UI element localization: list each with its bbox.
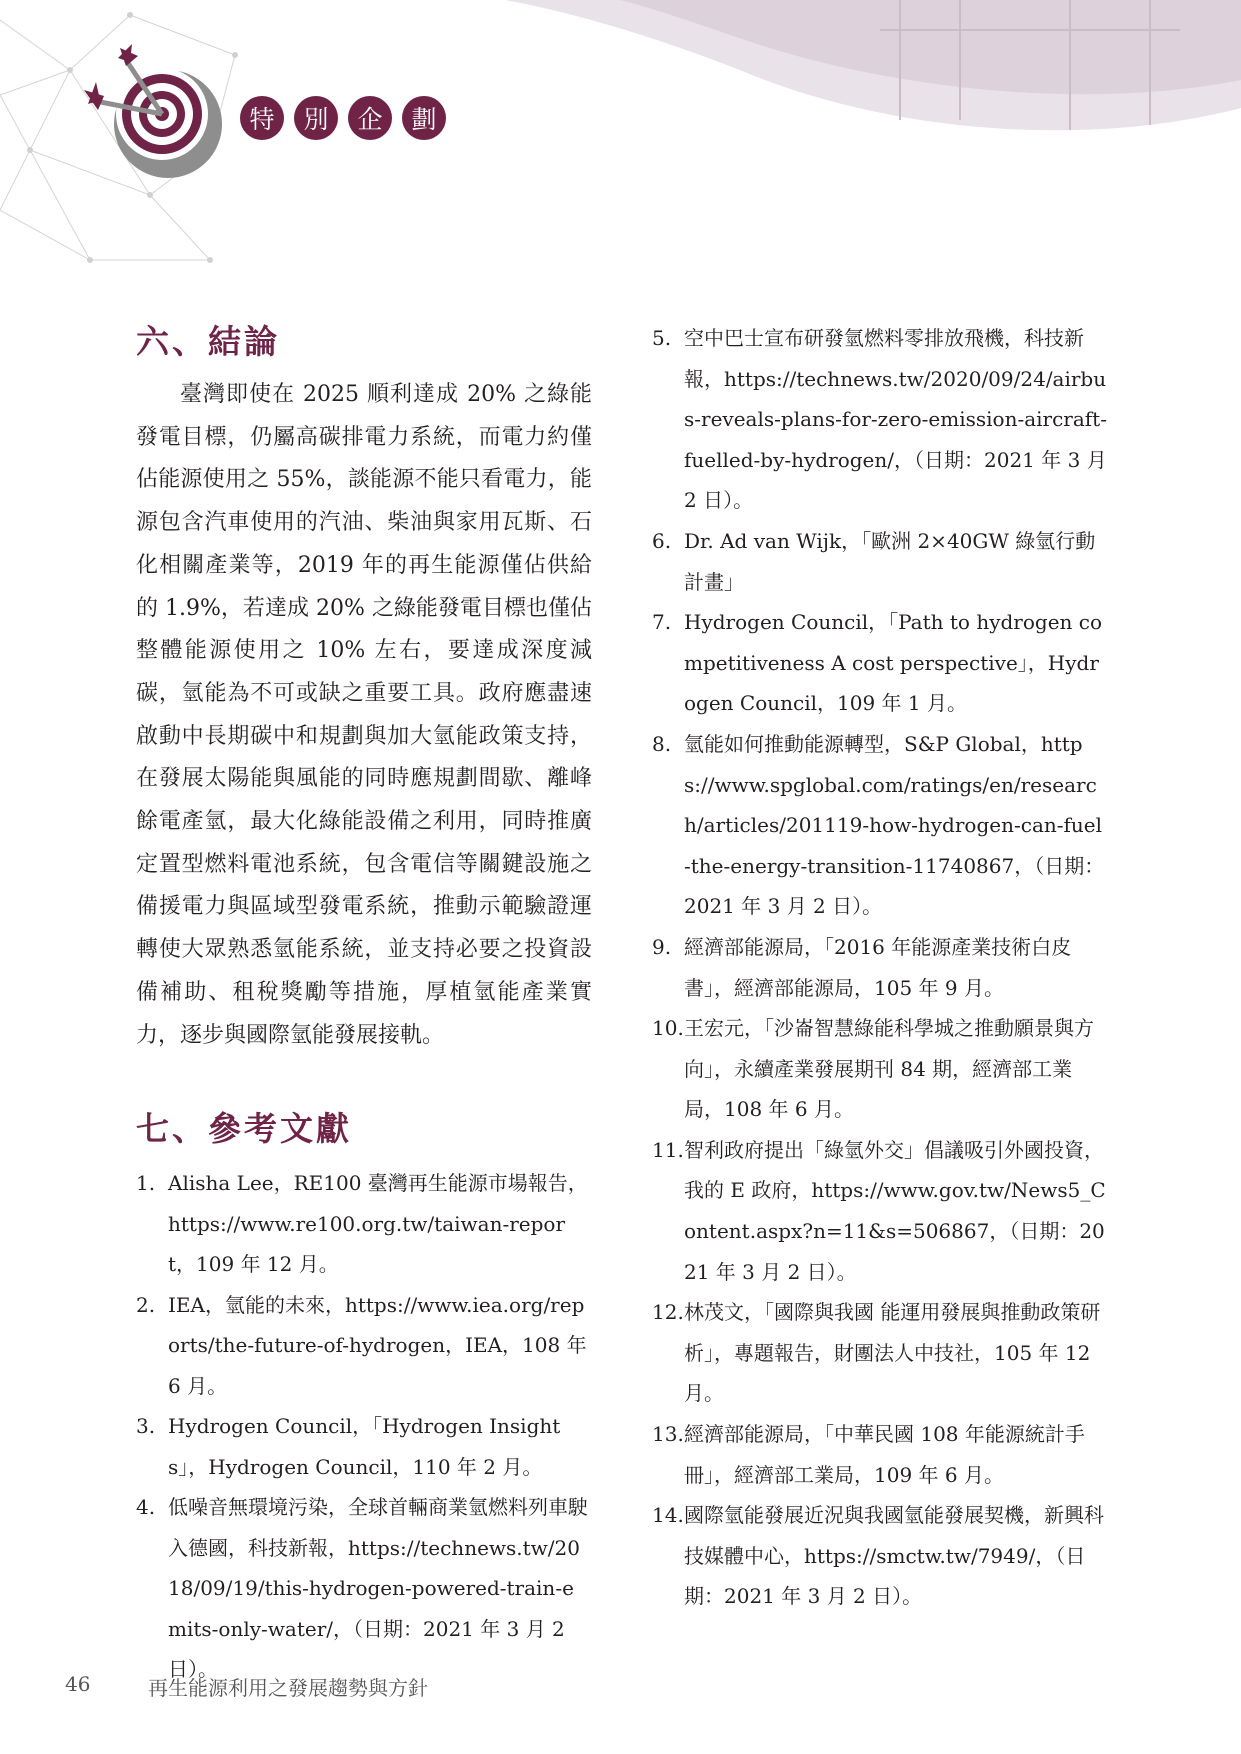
reference-number: 5. — [652, 326, 672, 350]
reference-item — [652, 602, 1107, 724]
running-title: 再生能源利用之發展趨勢與方針 — [148, 1676, 428, 1700]
page-number: 46 — [65, 1672, 91, 1696]
reference-item — [136, 1487, 592, 1690]
reference-text: IEA，氫能的未來，https://www.iea.org/reports/the-future-of-hydrogen，IEA，108 年 6 月。 — [168, 1292, 587, 1398]
reference-number: 10. — [652, 1016, 684, 1041]
reference-number: 8. — [652, 731, 672, 756]
reference-number: 11. — [652, 1137, 684, 1162]
reference-number: 13. — [652, 1422, 684, 1447]
reference-list-right — [652, 318, 1107, 1617]
reference-text: 氫能如何推動能源轉型，S&P Global，https://www.spglobal.com/ratings/en/research/articles/201119-how-hydrogen-can-fuel-the-energy-transition-11740867，（日期：2021 年 3 月 2 日）。 — [684, 731, 1105, 919]
reference-item — [652, 1292, 1107, 1414]
section-badge: 特 — [240, 96, 284, 140]
reference-text: Hydrogen Council，「Path to hydrogen competitiveness A cost perspective」，Hydrogen Council，109 年 1 月。 — [684, 610, 1103, 716]
reference-number: 6. — [652, 528, 672, 553]
reference-text: 智利政府提出「綠氫外交」倡議吸引外國投資，我的 E 政府，https://www.gov.tw/News5_Content.aspx?n=11&s=506867，（日期：2021 年 3 月 2 日）。 — [684, 1137, 1106, 1284]
reference-number: 14. — [652, 1503, 684, 1528]
reference-number: 7. — [652, 610, 672, 635]
target-icon — [84, 44, 222, 178]
reference-text: 國際氫能發展近況與我國氫能發展契機，新興科技媒體中心，https://smctw.tw/7949/，（日期：2021 年 3 月 2 日）。 — [684, 1503, 1104, 1609]
reference-text: 空中巴士宣布研發氫燃料零排放飛機，科技新報，https://technews.tw/2020/09/24/airbus-reveals-plans-for-zero-emission-aircraft-fuelled-by-hydrogen/，（日期：2021 年 3 月 2 日）。 — [684, 326, 1107, 513]
section-badge: 企 — [348, 96, 392, 140]
page-footer — [0, 1672, 1241, 1702]
reference-item — [136, 1285, 592, 1407]
reference-number: 4. — [136, 1495, 156, 1520]
section-badge: 劃 — [402, 96, 446, 140]
section-badge: 別 — [294, 96, 338, 140]
reference-text: 林茂文，「國際與我國 能運用發展與推動政策研析」，專題報告，財團法人中技社，105 年 12 月。 — [684, 1300, 1101, 1406]
reference-text: 經濟部能源局，「2016 年能源產業技術白皮書」，經濟部能源局，105 年 9 月。 — [684, 934, 1072, 1000]
conclusion-heading: 六、結論 — [136, 322, 280, 361]
conclusion-paragraph: 臺灣即使在 2025 順利達成 20% 之綠能發電目標，仍屬高碳排電力系統，而電力約僅佔能源使用之 55%，談能源不能只看電力，能源包含汽車使用的汽油、柴油與家用瓦斯、石化相關產業等，2019 年的再生能源僅佔供給的 1.9%，若達成 20% 之綠能發電目標也僅佔整體能源使用之 10% 左右，要達成深度減碳，氫能為不可或缺之重要工具。政府應盡速啟動中長期碳中和規劃與加大氫能政策支持，在發展太陽能與風能的同時應規劃間歇、離峰餘電產氫，最大化綠能設備之利用，同時推廣定置型燃料電池系統，包含電信等關鍵設施之備援電力與區域型發電系統，推動示範驗證運轉使大眾熟悉氫能系統，並支持必要之投資設備補助、租稅獎勵等措施，厚植氫能產業實力，逐步與國際氫能發展接軌。 — [136, 382, 592, 1048]
reference-text: Alisha Lee，RE100 臺灣再生能源市場報告，https://www.re100.org.tw/taiwan-report，109 年 12 月。 — [168, 1171, 588, 1277]
references-heading: 七、參考文獻 — [136, 1109, 352, 1149]
reference-item — [652, 318, 1107, 521]
reference-item — [136, 1163, 592, 1285]
reference-item — [652, 1495, 1107, 1617]
reference-list-left — [136, 1163, 592, 1690]
reference-text: 低噪音無環境污染，全球首輛商業氫燃料列車駛入德國，科技新報，https://technews.tw/2018/09/19/this-hydrogen-powered-train-emits-only-water/，（日期：2021 年 3 月 2 日）。 — [168, 1495, 588, 1682]
reference-number: 12. — [652, 1300, 684, 1325]
reference-number: 1. — [136, 1171, 156, 1196]
left-column — [136, 318, 592, 1690]
reference-number: 2. — [136, 1292, 156, 1317]
reference-item — [652, 1414, 1107, 1495]
reference-item — [652, 521, 1107, 602]
right-column — [652, 318, 1107, 1617]
reference-item — [652, 1130, 1107, 1292]
reference-item — [652, 1008, 1107, 1130]
reference-item — [652, 724, 1107, 927]
reference-item — [652, 927, 1107, 1008]
header-decoration — [0, 0, 1241, 300]
reference-text: Dr. Ad van Wijk，「歐洲 2×40GW 綠氫行動計畫」 — [684, 528, 1096, 594]
reference-number: 3. — [136, 1414, 156, 1439]
reference-text: Hydrogen Council，「Hydrogen Insights」，Hydrogen Council，110 年 2 月。 — [168, 1414, 561, 1479]
section-badges — [240, 96, 446, 140]
reference-item — [136, 1406, 592, 1487]
reference-text: 經濟部能源局，「中華民國 108 年能源統計手冊」，經濟部工業局，109 年 6 月。 — [684, 1422, 1085, 1487]
reference-text: 王宏元，「沙崙智慧綠能科學城之推動願景與方向」，永續產業發展期刊 84 期，經濟部工業局，108 年 6 月。 — [684, 1016, 1094, 1122]
reference-number: 9. — [652, 934, 672, 959]
